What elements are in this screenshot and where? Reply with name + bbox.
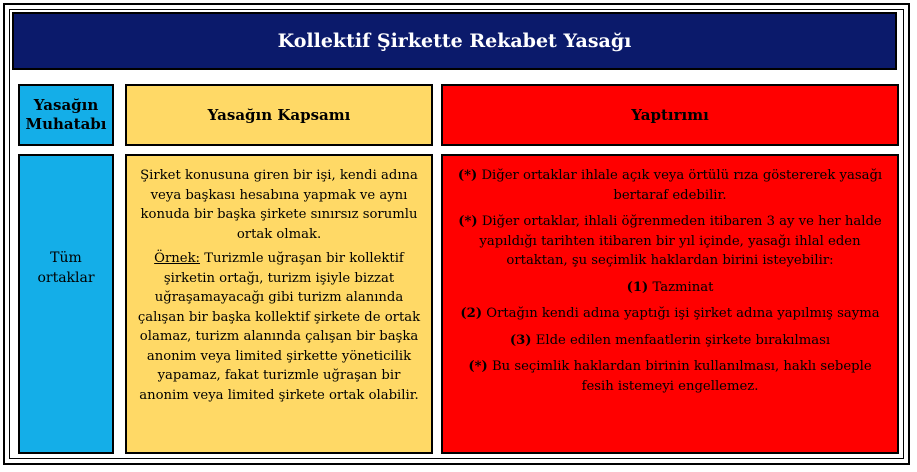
item-mark: (1) bbox=[626, 279, 649, 295]
table-title bbox=[12, 12, 897, 70]
kapsam-example bbox=[135, 249, 423, 405]
header-muhatap-label: Yasağın Muhatabı bbox=[25, 96, 107, 133]
header-yaptirim bbox=[441, 84, 899, 146]
muhatap-text: Tüm ortaklar bbox=[37, 250, 95, 286]
header-kapsam bbox=[125, 84, 433, 146]
kapsam-content bbox=[135, 166, 423, 410]
item-text: Bu seçimlik haklardan birinin kullanılması, haklı sebeple fesih istemeyi engellemez. bbox=[487, 359, 872, 394]
yaptirim-cell bbox=[441, 154, 899, 454]
item-text: Diğer ortaklar, ihlali öğrenmeden itibaren 3 ay ve her halde yapıldığı tarihten itibaren bir yıl içinde, yasağı ihlal eden ortaktan, şu seçimlik haklardan birini isteyebilir: bbox=[477, 214, 882, 268]
item-mark: (*) bbox=[458, 214, 478, 229]
muhatap-cell bbox=[18, 154, 114, 454]
yaptirim-item bbox=[451, 331, 889, 351]
kapsam-text: Şirket konusuna giren bir işi, kendi adına veya başkası hesabına yapmak ve aynı konuda bir başka şirkete sınırsız sorumlu ortak olmak. bbox=[140, 168, 418, 242]
yaptirim-item bbox=[451, 212, 889, 271]
yaptirim-content bbox=[451, 166, 889, 403]
header-muhatap bbox=[18, 84, 114, 146]
item-mark: (*) bbox=[468, 359, 488, 374]
item-text: Elde edilen menfaatlerin şirkete bırakılması bbox=[531, 332, 831, 348]
example-text: Turizmle uğraşan bir kollektif şirketin ortağı, turizm işiyle bizzat uğraşamayacağı gibi turizm alanında çalışan bir başka kollektif şirkete de ortak olamaz, turizm alanında çalışan bir başka anonim veya limited şirkette yöneticilik yapamaz, fakat turizmle uğraşan bir anonim veya limited şirkete ortak olabilir. bbox=[137, 251, 421, 403]
yaptirim-item bbox=[451, 357, 889, 396]
item-text: Ortağın kendi adına yaptığı işi şirket adına yapılmış sayma bbox=[482, 306, 880, 321]
yaptirim-item bbox=[451, 304, 889, 324]
header-kapsam-label: Yasağın Kapsamı bbox=[207, 105, 351, 124]
yaptirim-item bbox=[451, 278, 889, 298]
item-mark: (*) bbox=[457, 168, 478, 183]
item-text: Tazminat bbox=[648, 279, 714, 295]
title-text: Kollektif Şirkette Rekabet Yasağı bbox=[277, 30, 632, 52]
item-text: Diğer ortaklar ihlale açık veya örtülü rıza göstererek yasağı bertaraf edebilir. bbox=[477, 168, 883, 203]
item-mark: (3) bbox=[509, 332, 532, 348]
example-label: Örnek: bbox=[154, 251, 201, 266]
kapsam-cell bbox=[125, 154, 433, 454]
yaptirim-item bbox=[451, 166, 889, 205]
header-yaptirim-label: Yaptırımı bbox=[631, 105, 709, 124]
item-mark: (2) bbox=[460, 306, 483, 321]
